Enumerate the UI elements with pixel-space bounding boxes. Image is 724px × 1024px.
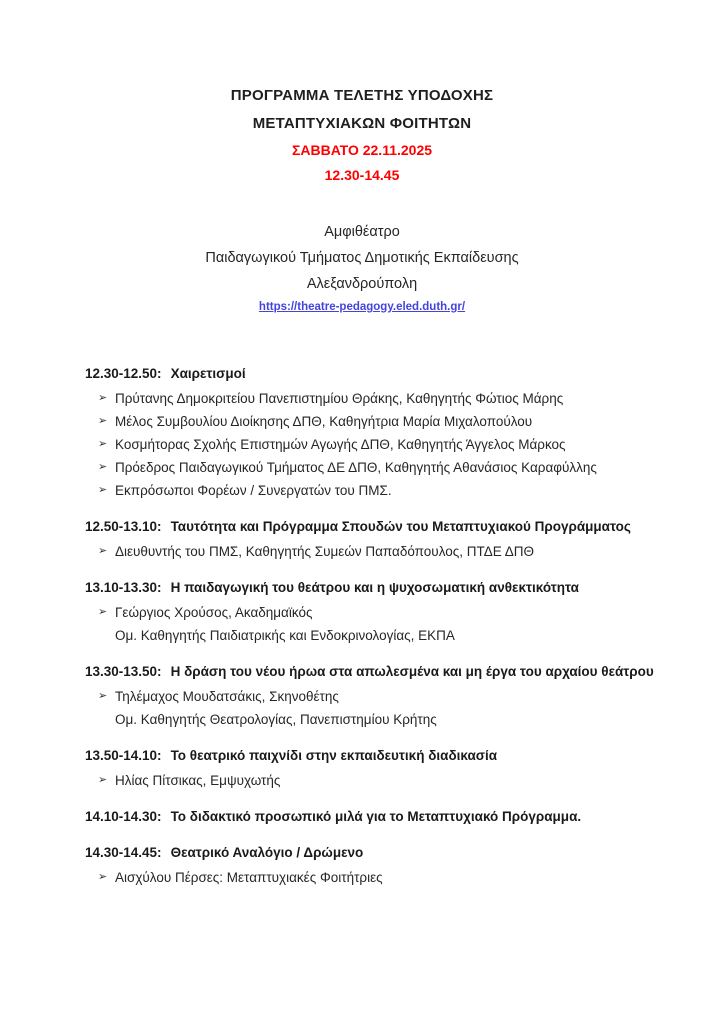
session (85, 515, 688, 563)
venue-department: Παιδαγωγικού Τμήματος Δημοτικής Εκπαίδευσης (205, 250, 519, 266)
session-time: 14.30-14.45: (85, 845, 162, 860)
session-title: Το διδακτικό προσωπικό μιλά για το Μεταπτυχιακό Πρόγραμμα. (170, 809, 582, 824)
arrow-bullet-icon: ➢ (98, 484, 108, 496)
session-item-list (85, 769, 688, 792)
venue-city: Αλεξανδρούπολη (306, 276, 418, 292)
session-item-list (85, 685, 688, 731)
session-item-continuation (85, 708, 688, 731)
arrow-bullet-icon: ➢ (98, 871, 108, 883)
session-item (85, 769, 688, 792)
program-sessions (85, 362, 688, 889)
session-item-text: Πρόεδρος Παιδαγωγικού Τμήματος ΔΕ ΔΠΘ, Καθηγητής Αθανάσιος Καραφύλλης (115, 460, 597, 475)
session-item-text: Πρύτανης Δημοκριτείου Πανεπιστημίου Θράκης, Καθηγητής Φώτιος Μάρης (115, 391, 564, 406)
event-time: 12.30-14.45 (324, 167, 400, 183)
session-title: Το θεατρικό παιχνίδι στην εκπαιδευτική διαδικασία (170, 748, 498, 763)
session-item-list (85, 866, 688, 889)
session-item-text: Γεώργιος Χρούσος, Ακαδημαϊκός (115, 605, 313, 620)
session (85, 841, 688, 889)
session-heading (85, 362, 688, 385)
session-title: Ταυτότητα και Πρόγραμμα Σπουδών του Μεταπτυχιακού Προγράμματος (170, 519, 631, 534)
session-item-list (85, 387, 688, 502)
session-item (85, 685, 688, 708)
session (85, 660, 688, 731)
session-item-text: Ομ. Καθηγητής Παιδιατρικής και Ενδοκρινολογίας, ΕΚΠΑ (115, 628, 455, 643)
session-item (85, 601, 688, 624)
session-item-text: Αισχύλου Πέρσες: Μεταπτυχιακές Φοιτήτριες (115, 870, 383, 885)
venue-name: Αμφιθέατρο (324, 224, 400, 240)
session-item-text: Ομ. Καθηγητής Θεατρολογίας, Πανεπιστημίου Κρήτης (115, 712, 437, 727)
session-time: 13.10-13.30: (85, 580, 162, 595)
website-link[interactable]: https://theatre-pedagogy.eled.duth.gr/ (258, 301, 466, 313)
arrow-bullet-icon: ➢ (98, 392, 108, 404)
session-title: Η παιδαγωγική του θεάτρου και η ψυχοσωματική ανθεκτικότητα (170, 580, 579, 595)
session-time: 12.50-13.10: (85, 519, 162, 534)
session-item-text: Τηλέμαχος Μουδατσάκις, Σκηνοθέτης (115, 689, 339, 704)
arrow-bullet-icon: ➢ (98, 415, 108, 427)
session-heading (85, 660, 688, 683)
session-item (85, 479, 688, 502)
session-item-list (85, 601, 688, 647)
document-title-line1: ΠΡΟΓΡΑΜΜΑ ΤΕΛΕΤΗΣ ΥΠΟΔΟΧΗΣ (230, 87, 494, 104)
venue-block (0, 219, 724, 315)
session-item (85, 540, 688, 563)
arrow-bullet-icon: ➢ (98, 606, 108, 618)
session-item-continuation (85, 624, 688, 647)
session-heading (85, 841, 688, 864)
session-item (85, 387, 688, 410)
session-time: 13.30-13.50: (85, 664, 162, 679)
session-heading (85, 805, 688, 828)
event-date: ΣΑΒΒΑΤΟ 22.11.2025 (291, 142, 433, 158)
session-item (85, 410, 688, 433)
session (85, 362, 688, 502)
session-item-text: Εκπρόσωποι Φορέων / Συνεργατών του ΠΜΣ. (115, 483, 392, 498)
arrow-bullet-icon: ➢ (98, 774, 108, 786)
arrow-bullet-icon: ➢ (98, 438, 108, 450)
session-item (85, 866, 688, 889)
document-header (0, 0, 724, 188)
session (85, 576, 688, 647)
session-time: 12.30-12.50: (85, 366, 162, 381)
session-item-text: Μέλος Συμβουλίου Διοίκησης ΔΠΘ, Καθηγήτρια Μαρία Μιχαλοπούλου (115, 414, 533, 429)
session-title: Θεατρικό Αναλόγιο / Δρώμενο (170, 845, 364, 860)
session-title: Χαιρετισμοί (170, 366, 246, 381)
session-item (85, 456, 688, 479)
session (85, 744, 688, 792)
session-heading (85, 744, 688, 767)
session-item-text: Ηλίας Πίτσικας, Εμψυχωτής (115, 773, 281, 788)
session-heading (85, 576, 688, 599)
arrow-bullet-icon: ➢ (98, 690, 108, 702)
session-item-text: Κοσμήτορας Σχολής Επιστημών Αγωγής ΔΠΘ, Καθηγητής Άγγελος Μάρκος (115, 437, 566, 452)
session-title: Η δράση του νέου ήρωα στα απωλεσμένα και μη έργα του αρχαίου θεάτρου (170, 664, 654, 679)
session-time: 13.50-14.10: (85, 748, 162, 763)
session-item-list (85, 540, 688, 563)
session-item (85, 433, 688, 456)
document-title-line2: ΜΕΤΑΠΤΥΧΙΑΚΩΝ ΦΟΙΤΗΤΩΝ (252, 115, 472, 132)
session-time: 14.10-14.30: (85, 809, 162, 824)
session-item-text: Διευθυντής του ΠΜΣ, Καθηγητής Συμεών Παπαδόπουλος, ΠΤΔΕ ΔΠΘ (115, 544, 535, 559)
arrow-bullet-icon: ➢ (98, 545, 108, 557)
session-heading (85, 515, 688, 538)
arrow-bullet-icon: ➢ (98, 461, 108, 473)
session (85, 805, 688, 828)
